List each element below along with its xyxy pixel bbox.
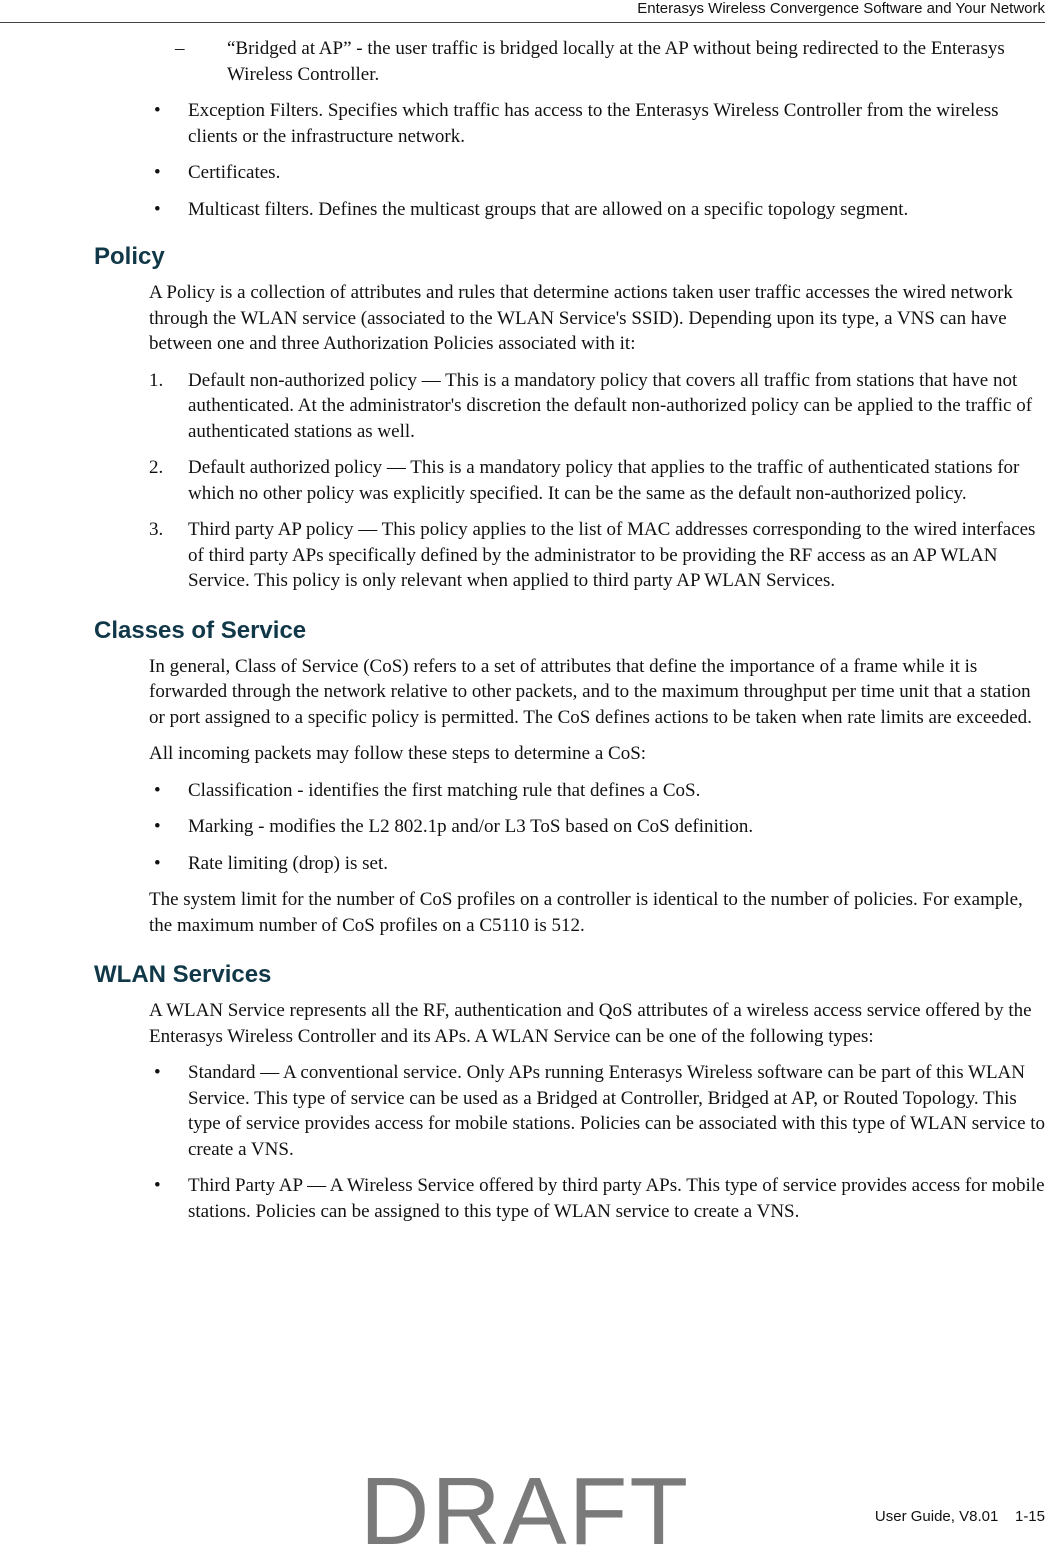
intro-block — [149, 36, 1047, 222]
paragraph: A WLAN Service represents all the RF, authentication and QoS attributes of a wireless access service offered by the Enterasys Wireless Controller and its APs. A WLAN Service can be one of the following types: — [149, 1000, 1032, 1047]
list-item-text: Third Party AP — A Wireless Service offered by third party APs. This type of service provides access for mobile stations. Policies can be assigned to this type of WLAN service to create a VNS. — [188, 1175, 1045, 1222]
list-item-text: Rate limiting (drop) is set. — [188, 852, 389, 874]
page-content — [94, 36, 1047, 1235]
running-header-title: Enterasys Wireless Convergence Software and Your Network — [637, 0, 1045, 17]
bullet-mark: • — [154, 198, 161, 220]
paragraph: The system limit for the number of CoS profiles on a controller is identical to the number of policies. For example, the maximum number of CoS profiles on a C5110 is 512. — [149, 889, 1023, 936]
list-item-text: Standard — A conventional service. Only APs running Enterasys Wireless software can be part of this WLAN Service. This type of service can be used as a Bridged at Controller, Bridged at AP, or Routed Topology. This type of service provides access for mobile stations. Policies can be associated with this type of WLAN service to create a VNS. — [188, 1062, 1046, 1160]
list-item — [149, 98, 1047, 149]
footer-text: User Guide, V8.01 1-15 — [874, 1508, 1045, 1525]
draft-watermark: DRAFT — [360, 1458, 690, 1565]
paragraph: In general, Class of Service (CoS) refers to a set of attributes that define the importance of a frame while it is forwarded through the network relative to other packets, and to the maximum throughput per time unit that a station or port assigned to a specific policy is permitted. The CoS defines actions to be taken when rate limits are exceeded. — [149, 655, 1032, 728]
list-item — [149, 814, 1047, 840]
list-item-text: Third party AP policy — This policy applies to the list of MAC addresses corresponding to the wired interfaces of third party APs specifically defined by the administrator to be providing the RF access as an AP WLAN Service. This policy is only relevant when applied to third party AP WLAN Services. — [188, 519, 1036, 591]
list-item-text: Default authorized policy — This is a mandatory policy that applies to the traffic of authenticated stations for which no other policy was explicitly specified. It can be the same as the default non-authorized policy. — [188, 457, 1020, 504]
list-item-text: Exception Filters. Specifies which traffic has access to the Enterasys Wireless Controller from the wireless clients or the infrastructure network. — [188, 100, 999, 147]
section-heading-policy: Policy — [94, 243, 165, 270]
list-number: 3. — [149, 519, 164, 540]
list-item — [149, 1173, 1047, 1224]
list-item-text: Multicast filters. Defines the multicast groups that are allowed on a specific topology segment. — [188, 198, 909, 220]
list-item — [149, 778, 1047, 804]
dash-mark: – — [175, 38, 185, 59]
wlan-section — [149, 998, 1047, 1224]
list-item — [149, 1060, 1047, 1162]
list-item-text: “Bridged at AP” - the user traffic is bridged locally at the AP without being redirected to the Enterasys Wireless Controller. — [227, 38, 1005, 85]
list-item-text: Certificates. — [188, 162, 281, 183]
policy-section — [149, 280, 1047, 594]
list-number: 2. — [149, 457, 164, 478]
wlan-bullet-list — [149, 1060, 1047, 1224]
list-item — [149, 160, 1047, 186]
list-item — [149, 197, 1047, 223]
list-item-text: Default non-authorized policy — This is a mandatory policy that covers all traffic from stations that have not authenticated. At the administrator's discretion the default non-authorized policy can be applied to the traffic of authenticated stations as well. — [188, 369, 1033, 442]
list-item-text: Marking - modifies the L2 802.1p and/or L3 ToS based on CoS definition. — [188, 816, 754, 837]
paragraph: A Policy is a collection of attributes and rules that determine actions taken user traffic accesses the wired network through the WLAN service (associated to the WLAN Service's SSID). Depending upon its type, a VNS can have between one and three Authorization Policies associated with it: — [149, 282, 1013, 354]
intro-bullet-list — [149, 98, 1047, 222]
list-item — [149, 851, 1047, 877]
list-number: 1. — [149, 369, 164, 391]
bullet-mark: • — [154, 100, 161, 121]
bullet-mark: • — [154, 816, 161, 837]
section-heading-wlan-services: WLAN Services — [94, 961, 272, 988]
list-item — [149, 517, 1047, 594]
list-item-text: Classification - identifies the first matching rule that defines a CoS. — [188, 779, 701, 801]
bullet-mark: • — [154, 779, 161, 801]
running-header — [0, 0, 1045, 23]
list-item — [149, 36, 1047, 87]
paragraph: All incoming packets may follow these steps to determine a CoS: — [149, 743, 647, 764]
section-heading-classes-of-service: Classes of Service — [94, 616, 307, 644]
list-item — [149, 455, 1047, 506]
bullet-mark: • — [154, 162, 161, 183]
cos-section — [149, 654, 1047, 939]
bullet-mark: • — [154, 852, 161, 874]
bullet-mark: • — [154, 1175, 161, 1196]
list-item — [149, 368, 1047, 445]
bullet-mark: • — [154, 1062, 161, 1083]
page-footer — [875, 1508, 1045, 1525]
policy-numbered-list — [149, 368, 1047, 594]
cos-bullet-list — [149, 778, 1047, 877]
dash-list — [149, 36, 1047, 87]
